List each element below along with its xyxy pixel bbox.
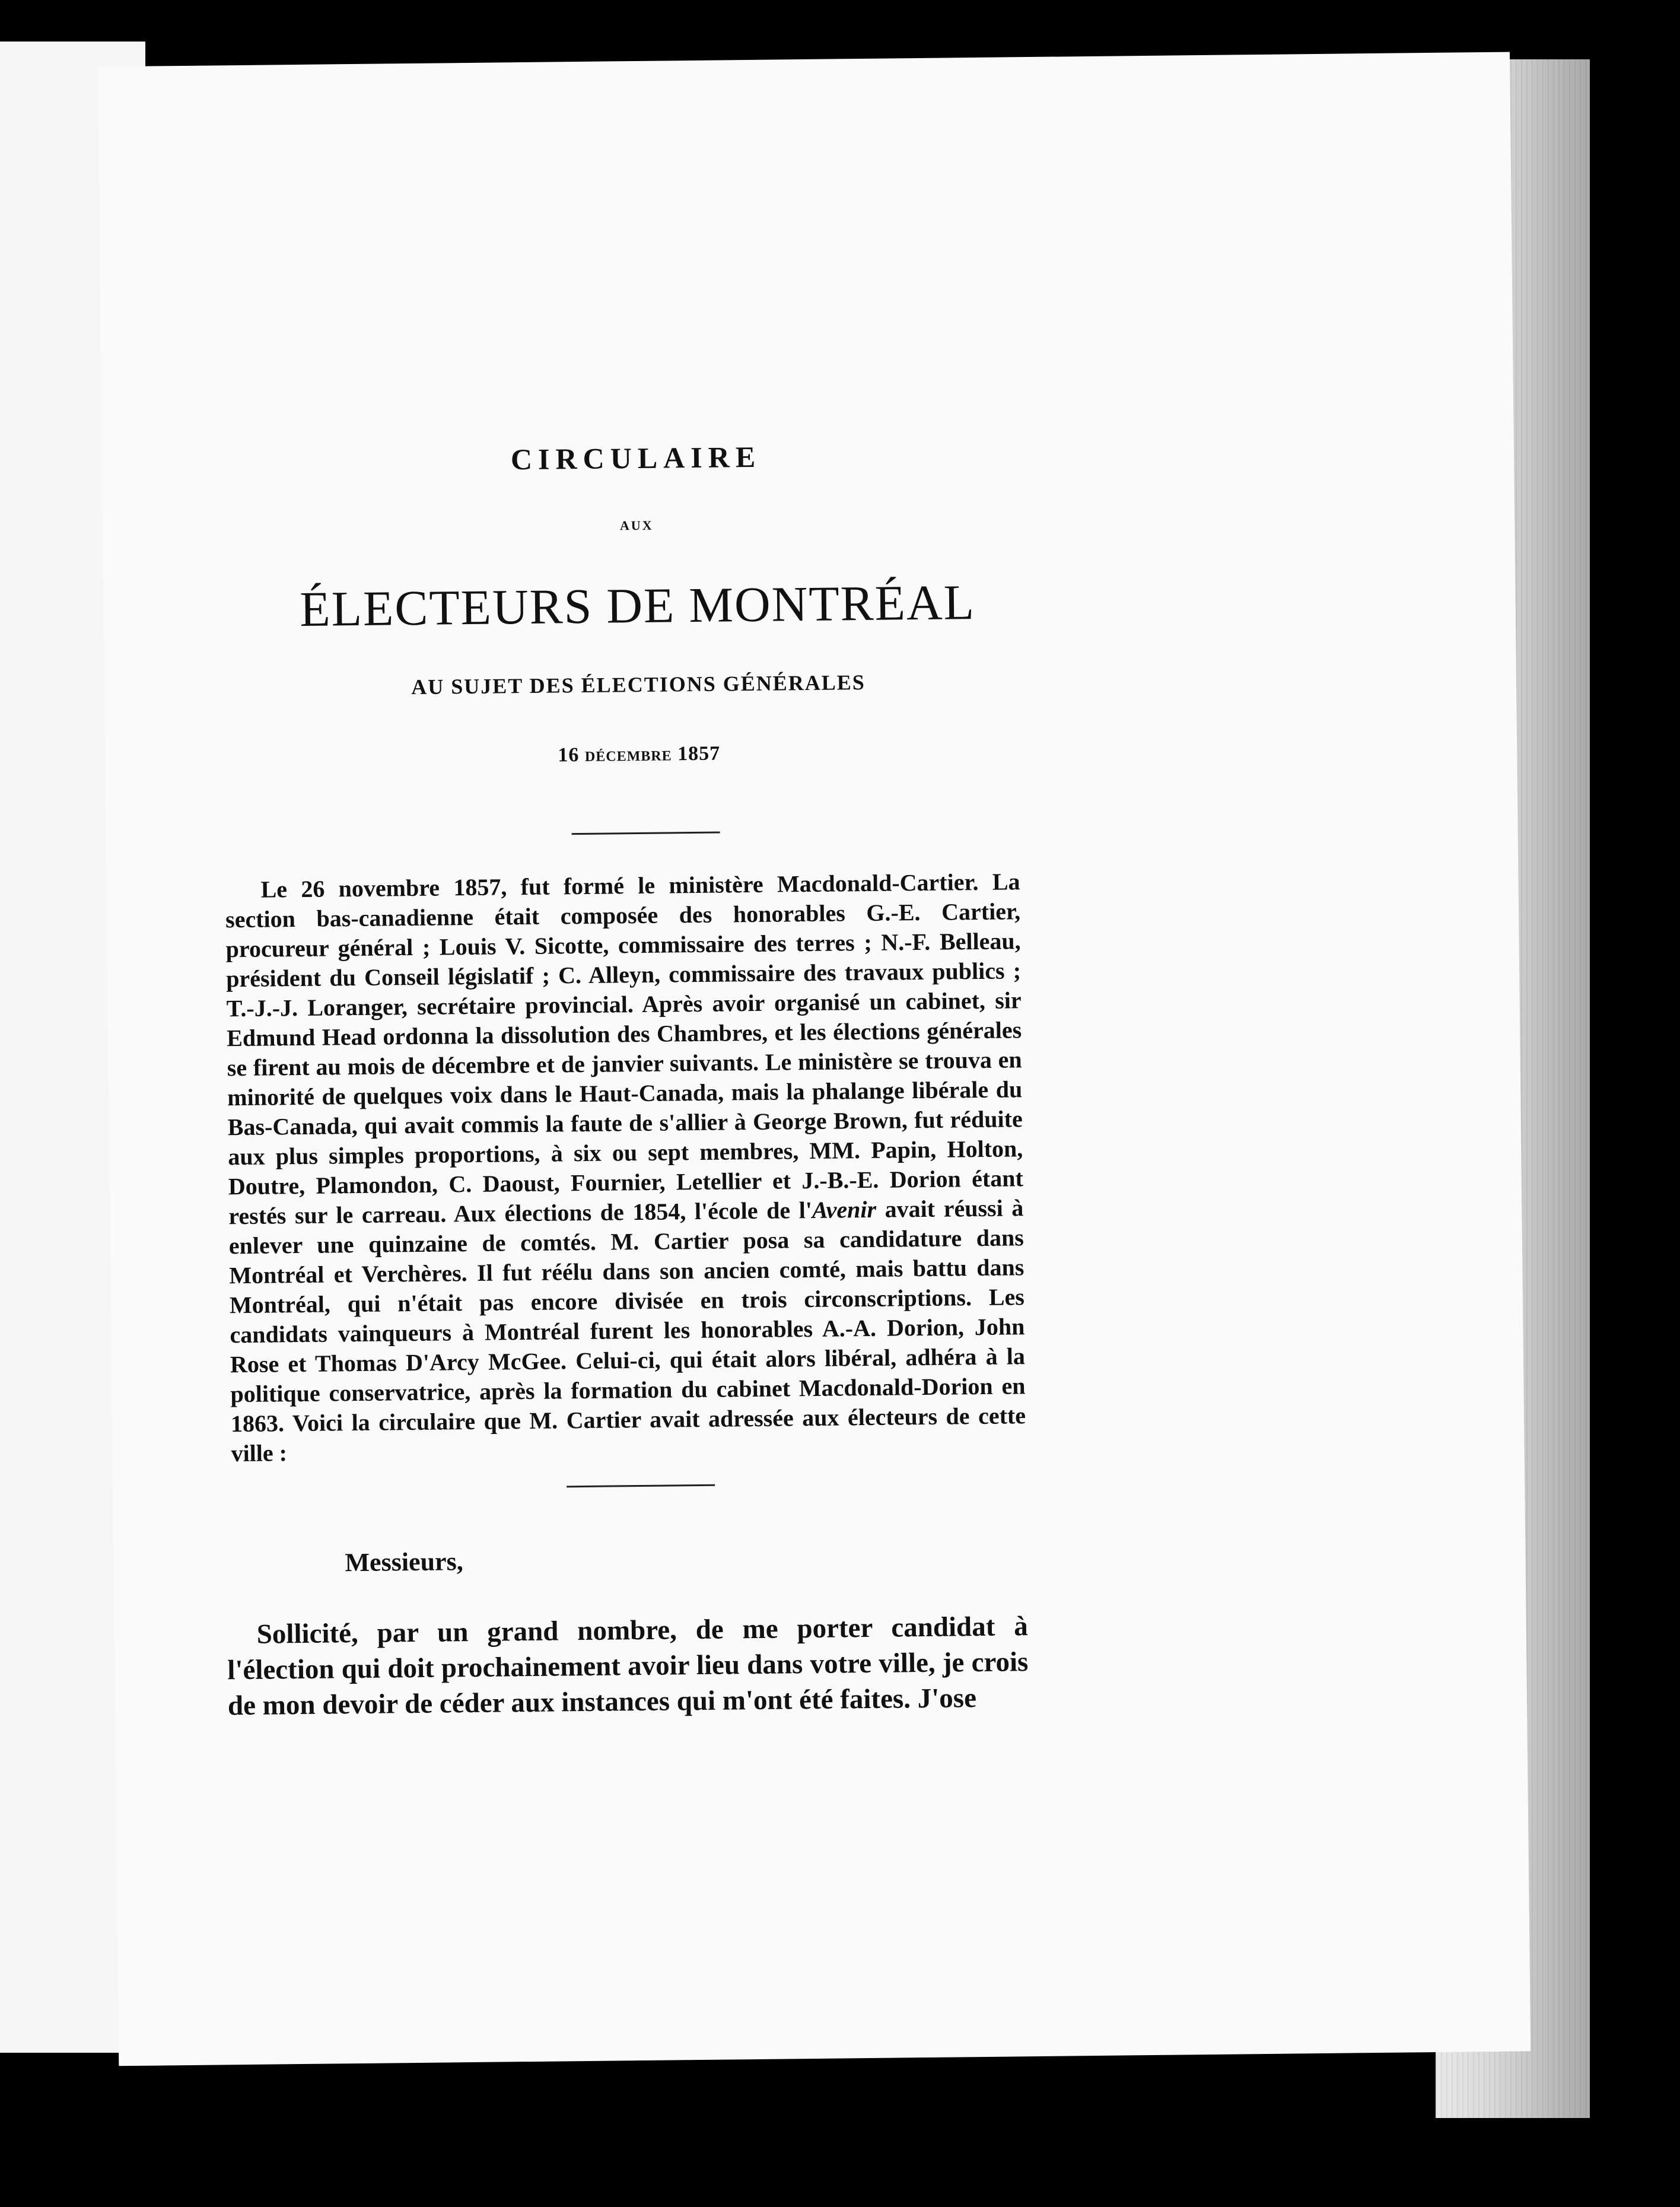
circular-title: CIRCULAIRE <box>510 440 762 476</box>
intro-text-after: avait réussi à enlever une quinzaine de comtés. M. Cartier posa sa candidature dans Montréal et Verchères. Il fut réélu dans son ancien comté, mais battu dans Montréal, qui n'était pas encore divisée en trois circonscriptions. Les candidats vainqueurs à Montréal furent les honorables A.-A. Dorion, John Rose et Thomas D'Arcy McGee. Celui-ci, qui était alors libéral, adhéra à la politique conservatrice, après la formation du cabinet Macdonald-Dorion en 1863. Voici la circulaire que M. Cartier avait adressée aux électeurs de cette ville : <box>228 1194 1026 1467</box>
section-divider <box>567 1484 715 1488</box>
circular-aux: AUX <box>619 517 654 533</box>
main-page <box>98 52 1531 2066</box>
circular-date: 16 décembre 1857 <box>558 742 721 767</box>
intro-paragraph <box>225 867 1026 1468</box>
letter-body: Sollicité, par un grand nombre, de me porter candidat à l'élection qui doit prochainement avoir lieu dans votre ville, je crois de mon devoir de céder aux instances qui m'ont été faites. J'ose <box>227 1611 1029 1722</box>
intro-emphasis: Avenir <box>812 1195 877 1223</box>
section-divider <box>572 832 720 835</box>
letter-salutation: Messieurs, <box>345 1547 463 1578</box>
circular-topic: AU SUJET DES ÉLECTIONS GÉNÉRALES <box>411 670 866 699</box>
intro-text-before: Le 26 novembre 1857, fut formé le ministère Macdonald-Cartier. La section bas-canadienne était composée des honorables G.-E. Cartier, procureur général ; Louis V. Sicotte, commissaire des terres ; N.-F. Belleau, président du Conseil législatif ; C. Alleyn, commissaire des travaux publics ; T.-J.-J. Loranger, secrétaire provincial. Après avoir organisé un cabinet, sir Edmund Head ordonna la dissolution des Chambres, et les élections générales se firent au mois de décembre et de janvier suivants. Le ministère se trouva en minorité de quelques voix dans le Haut-Canada, mais la phalange libérale du Bas-Canada, qui avait commis la faute de s'allier à George Brown, fut réduite aux plus simples proportions, à six ou sept membres, MM. Papin, Holton, Doutre, Plamondon, C. Daoust, Fournier, Letellier et J.-B.-E. Dorion étant restés sur le carreau. Aux élections de 1854, l'école de l' <box>225 868 1024 1230</box>
circular-subtitle: ÉLECTEURS DE MONTRÉAL <box>299 575 976 637</box>
page-content <box>217 57 1047 1722</box>
